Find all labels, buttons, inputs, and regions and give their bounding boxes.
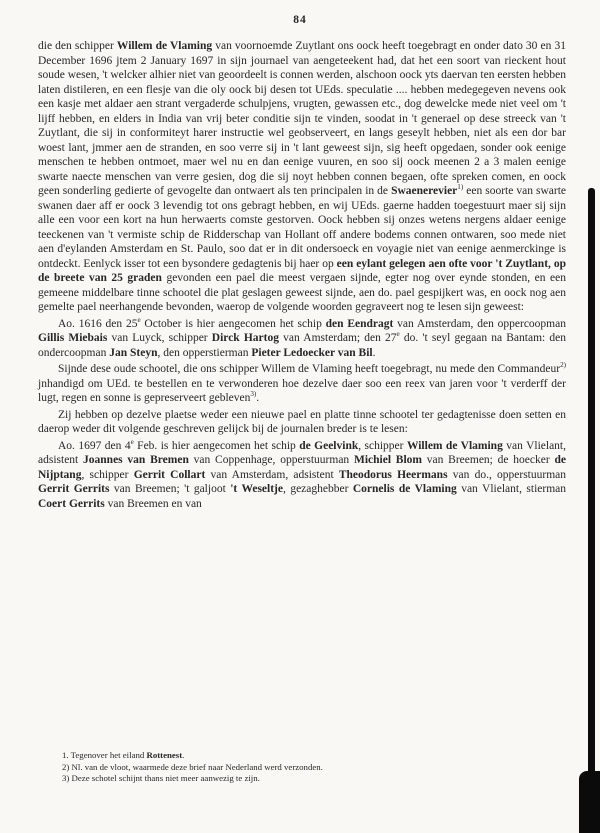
footnote-marker: 1) (457, 183, 464, 192)
paragraph (38, 439, 566, 512)
emphasized-name: Swaenerevier (391, 185, 458, 197)
text-segment: van Luyck, schipper (107, 332, 212, 344)
emphasized-name: een eylant gelegen aen ofte voor 't Zuytlant, op de breete van 25 graden (38, 257, 566, 284)
emphasized-name: Willem de Vlaming (116, 40, 213, 52)
text-segment: . (182, 750, 185, 760)
scan-artifact-corner-blob (579, 771, 600, 833)
footnote-marker: e (396, 330, 400, 339)
emphasized-name: de Nijptang (38, 454, 566, 481)
text-segment: October is hier aengecomen het schip (140, 317, 326, 330)
footnote (62, 773, 532, 785)
emphasized-name: 't Weseltje (230, 483, 283, 495)
text-segment: van Breemen; de hoecker (422, 454, 555, 466)
text-segment: 2) Nl. van de vloot, waarmede deze brief naar Nederland werd verzonden. (62, 761, 323, 772)
text-segment: jnhandigd om UEd. te bestellen en te verwonderen hoe dezelve daer soo een reex van jaren voor 't verderff der lugt, regen en sonne is gepreserveert gebleven (38, 377, 566, 404)
emphasized-name: Theodorus Heermans (338, 468, 448, 481)
paragraph (38, 408, 566, 437)
emphasized-name: Willem de Vlaming (406, 439, 503, 452)
emphasized-name: Dirck Hartog (211, 332, 279, 344)
emphasized-name: Coert Gerrits (38, 497, 105, 510)
emphasized-name: Rottenest (146, 750, 183, 760)
footnote-marker: 3) (250, 390, 257, 399)
emphasized-name: Gillis Miebais (38, 332, 108, 344)
footnotes (62, 750, 532, 785)
emphasized-name: Pieter Ledoecker van Bil (251, 346, 373, 359)
text-segment: van Amsterdam; den 27 (278, 332, 397, 344)
text-segment: 3) Deze schotel schijnt thans niet meer aanwezig te zijn. (62, 773, 260, 783)
text-segment: Feb. is hier aengecomen het schip (133, 439, 300, 452)
text-segment: van do., opperstuurman (447, 468, 566, 481)
text-segment: van Coppenhage, opperstuurman (188, 454, 354, 466)
emphasized-name: Joannes van Bremen (83, 454, 189, 466)
text-segment: van Vlielant, adsistent (38, 439, 566, 466)
text-segment: die den schipper (38, 40, 117, 52)
text-segment: een soorte van swarte swanen daer aff er oock 3 levendig tot ons gebragt hebben, en wij UEds. gaerne hadden toegestuurt maer sij sijn alle een voor een kort na hun herwaerts comste gestorven. Oock hebben sij onzes wetens nergens aldaer eenige teeckenen van 't vermiste schip de Ridderschap van Hollant off andere bodems connen ontwaren, soo mede niet aen d'eylanden Amsterdam en St. Paulo, soo dat er in dit ondersoeck en voyagie niet van eenige aenmerckinge is ontdeckt. Eenlyck isser tot een bysondere gedagtenis bij haer op (38, 185, 566, 270)
text-segment: Zij hebben op dezelve plaetse weder een nieuwe pael en platte tinne schootel ter gedagtenisse doen setten en daerop weder dit volgende geschreven gelijck bij de journalen breder is te lesen: (38, 408, 566, 435)
text-segment: van voornoemde Zuytlant ons oock heeft toegebragt en onder dato 30 en 31 December 1696 jtem 2 January 1697 in sijn journael van aengeteekent had, dat het een soort van rieckent hout soude wesen, 't welcker alhier niet van geoordeelt is connen werden, alschoon oock yts daervan ten eersten hebben laten distileren, en een flesje van die oly oock bij desen tot UEds. speculatie .... hebben medegegeven nevens ook een kasje met aldaer aen strant vergaderde schulpjens, vrugten, gewassen etc., dog dewelcke mede niet veel om 't lijff hebben, en elders in India van vrij beter conditie sijn te vinden, soodat in 't generael op dese streeck van 't Zuytlant, die sij in conformiteyt harer instructie wel geobserveert, en langs geseylt hebben, niet als een dor bar woest lant, jmmer aen de stranden, en soo verre sij in 't lant geweest sijn, sig heeft opgedaen, sonder ook eenige menschen te hebben ontmoet, maer wel nu en dan eenige vuuren, en soo sij oock meenen 2 a 3 malen eenige swarte naecte menschen van verre gesien, dog die sij noyt hebben connen begaen, ofte spreken comen, en oock geen sonderling gedierte of gevogelte dan ontwaert als ten principalen in de (38, 40, 567, 197)
footnote (62, 750, 532, 762)
paragraph (38, 362, 566, 406)
text-segment: , schipper (358, 439, 407, 452)
emphasized-name: Cornelis de Vlaming (352, 483, 457, 495)
text-segment: van Breemen en van (104, 497, 202, 510)
emphasized-name: Gerrit Gerrits (38, 483, 110, 495)
emphasized-name: de Geelvink (299, 439, 359, 452)
emphasized-name: Gerrit Collart (133, 468, 206, 481)
footnote-marker: e (137, 315, 141, 324)
paragraph (38, 317, 566, 361)
text-segment: . (372, 346, 376, 359)
emphasized-name: den Eendragt (325, 317, 394, 330)
scan-artifact-edge-bar (588, 188, 595, 833)
text-segment: , den opperstierman (157, 346, 252, 359)
emphasized-name: Jan Steyn (109, 346, 158, 359)
paragraph (38, 39, 566, 315)
footnote-marker: e (130, 437, 134, 446)
text-segment: , schipper (81, 468, 134, 481)
text-segment: do. 't seyl gegaan na Bantam: den ondercoopman (38, 332, 566, 359)
text-segment: 1. Tegenover het eiland (62, 750, 147, 760)
footnote-marker: 2) (560, 361, 566, 370)
text-segment: , gezaghebber (283, 483, 353, 495)
text-segment: . (256, 392, 260, 404)
text-segment: Ao. 1616 den 25 (58, 317, 138, 330)
text-segment: van Amsterdam, den oppercoopman (393, 317, 566, 330)
text-segment: van Breemen; 't galjoot (109, 483, 231, 495)
text-segment: van Amsterdam, adsistent (205, 468, 339, 481)
footnote (62, 762, 532, 774)
body-text (38, 39, 566, 513)
text-segment: Ao. 1697 den 4 (58, 439, 131, 452)
page-number: 84 (293, 14, 307, 26)
text-segment: Sijnde dese oude schootel, die ons schipper Willem de Vlaming heeft toegebragt, nu mede den Commandeur (58, 363, 561, 375)
text-segment: van Vlielant, stierman (456, 483, 566, 495)
emphasized-name: Michiel Blom (353, 454, 422, 466)
text-segment: gevonden een pael die meest vergaen sijnde, egter nog over eynde stonden, en een gemeene middelbare tinne schootel die plat geslagen geweest sijnde, aen do. pael gespijkert was, en oock nog aen gemelte pael neerhangende bevonden, waerop de volgende woorden gegraveert nog te lesen sijn geweest: (38, 272, 567, 313)
